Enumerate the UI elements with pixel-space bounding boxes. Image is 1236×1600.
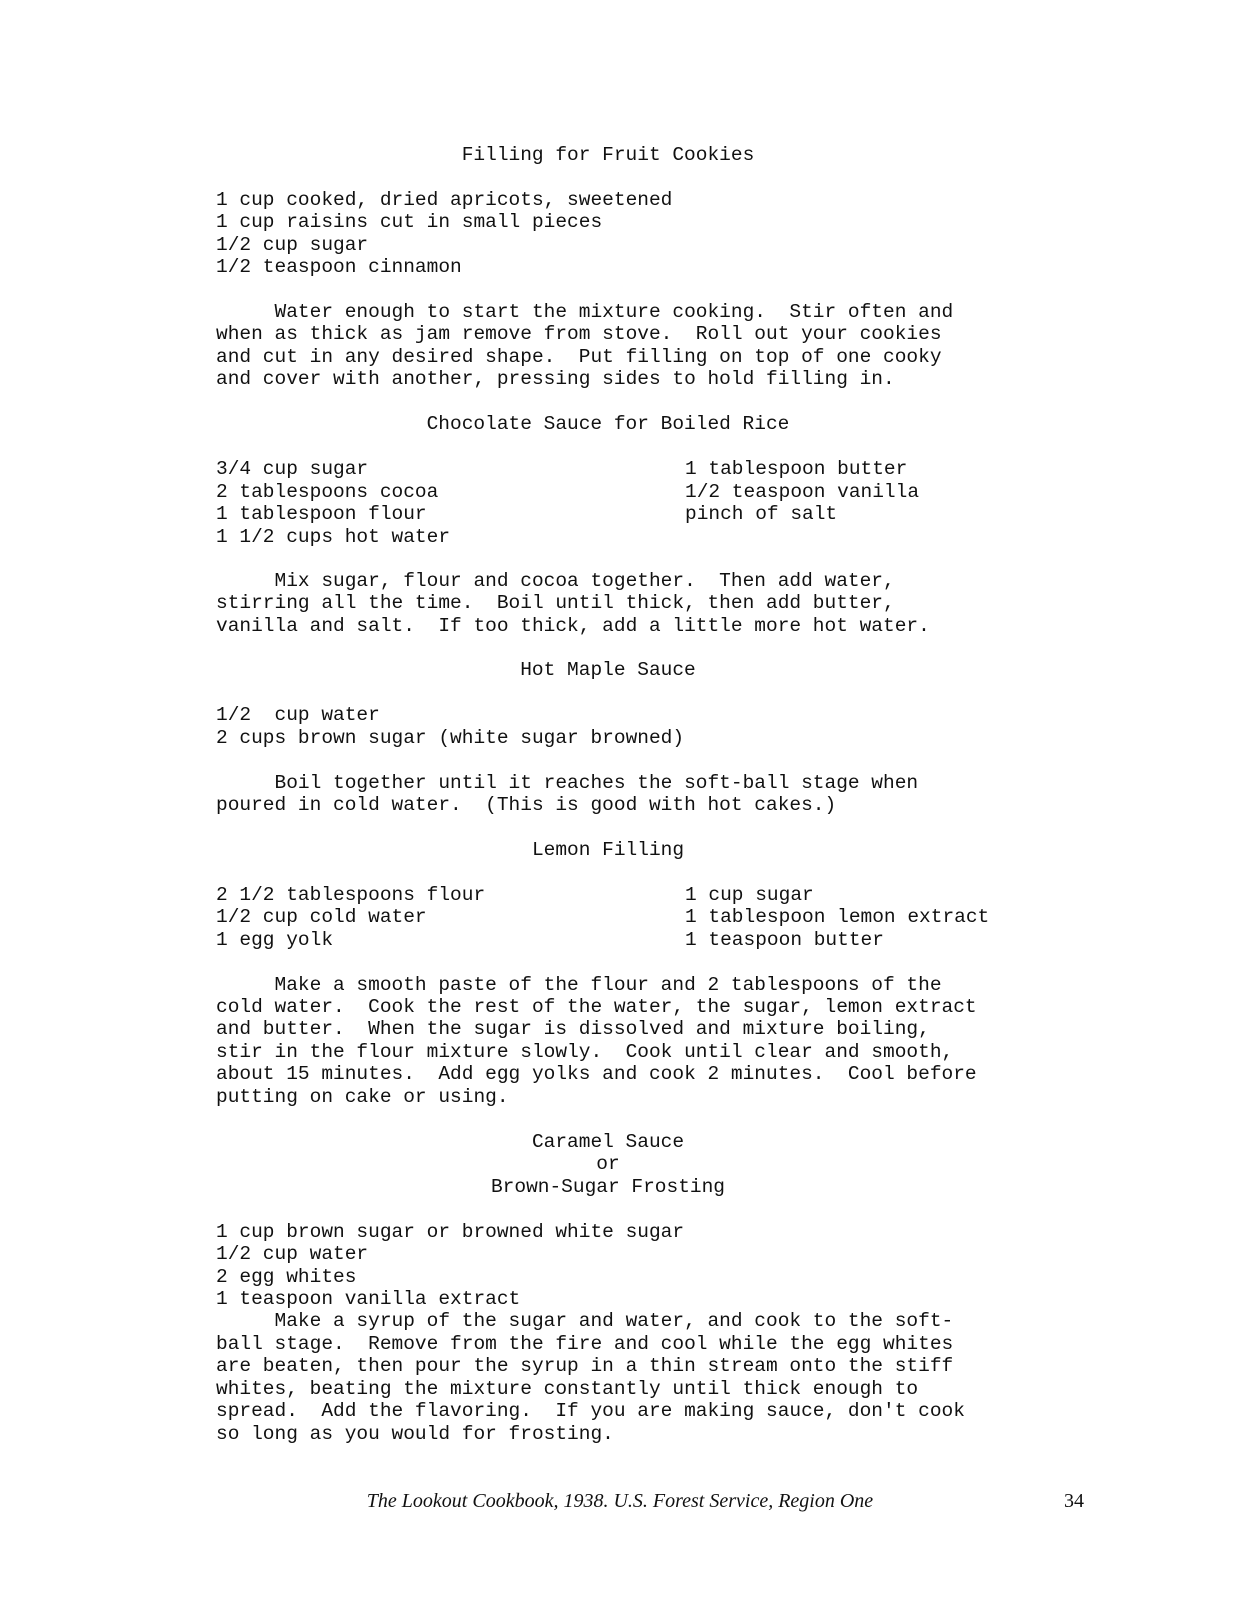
- ingredient-line: 1/2 cup water: [216, 1243, 369, 1265]
- direction-line: ball stage. Remove from the fire and cool while the egg whites: [216, 1333, 954, 1355]
- ingredient-line: 1 tablespoon butter: [685, 458, 908, 480]
- recipe-title-chocolate-sauce: Chocolate Sauce for Boiled Rice: [426, 413, 790, 435]
- direction-line: putting on cake or using.: [216, 1086, 509, 1108]
- ingredient-line: 1 cup cooked, dried apricots, sweetened: [216, 189, 673, 211]
- direction-line: Boil together until it reaches the soft-ball stage when: [216, 772, 919, 794]
- ingredient-line: 2 tablespoons cocoa: [216, 481, 439, 503]
- direction-line: and cover with another, pressing sides to hold filling in.: [216, 368, 895, 390]
- ingredient-line: 1 egg yolk: [216, 929, 334, 951]
- direction-line: and cut in any desired shape. Put filling on top of one cooky: [216, 346, 942, 368]
- ingredient-line: 2 1/2 tablespoons flour: [216, 884, 486, 906]
- direction-line: vanilla and salt. If too thick, add a little more hot water.: [216, 615, 930, 637]
- direction-line: cold water. Cook the rest of the water, the sugar, lemon extract: [216, 996, 977, 1018]
- direction-line: Make a syrup of the sugar and water, and cook to the soft-: [216, 1310, 954, 1332]
- ingredient-line: 1 teaspoon vanilla extract: [216, 1288, 521, 1310]
- recipe-title-brown-sugar-frosting: Brown-Sugar Frosting: [490, 1176, 726, 1198]
- ingredient-line: 1 teaspoon butter: [685, 929, 884, 951]
- ingredient-line: 2 cups brown sugar (white sugar browned): [216, 727, 685, 749]
- ingredient-line: 1/2 cup water: [216, 704, 380, 726]
- direction-line: Make a smooth paste of the flour and 2 tablespoons of the: [216, 974, 942, 996]
- direction-line: stirring all the time. Boil until thick, then add butter,: [216, 592, 895, 614]
- direction-line: poured in cold water. (This is good with hot cakes.): [216, 794, 837, 816]
- direction-line: Water enough to start the mixture cooking. Stir often and: [216, 301, 954, 323]
- ingredient-line: 1 tablespoon flour: [216, 503, 427, 525]
- ingredient-line: 1/2 teaspoon vanilla: [685, 481, 920, 503]
- direction-line: Mix sugar, flour and cocoa together. Then add water,: [216, 570, 895, 592]
- ingredient-line: 1/2 teaspoon cinnamon: [216, 256, 462, 278]
- direction-line: and butter. When the sugar is dissolved and mixture boiling,: [216, 1018, 930, 1040]
- ingredient-line: 1/2 cup cold water: [216, 906, 427, 928]
- ingredient-line: pinch of salt: [685, 503, 838, 525]
- recipe-title-maple-sauce: Hot Maple Sauce: [520, 659, 696, 681]
- ingredient-line: 1 tablespoon lemon extract: [685, 906, 990, 928]
- ingredient-line: 3/4 cup sugar: [216, 458, 369, 480]
- recipe-title-caramel-sauce: Caramel Sauce: [531, 1131, 685, 1153]
- ingredient-line: 1 1/2 cups hot water: [216, 526, 451, 548]
- ingredient-line: 2 egg whites: [216, 1266, 357, 1288]
- ingredient-line: 1 cup brown sugar or browned white sugar: [216, 1221, 685, 1243]
- direction-line: so long as you would for frosting.: [216, 1423, 614, 1445]
- recipe-title-or: or: [596, 1153, 620, 1175]
- direction-line: when as thick as jam remove from stove. Roll out your cookies: [216, 323, 942, 345]
- page-footer: The Lookout Cookbook, 1938. U.S. Forest Service, Region One: [366, 1490, 874, 1512]
- ingredient-line: 1 cup raisins cut in small pieces: [216, 211, 603, 233]
- page-number: 34: [1064, 1490, 1084, 1512]
- direction-line: spread. Add the flavoring. If you are making sauce, don't cook: [216, 1400, 965, 1422]
- direction-line: are beaten, then pour the syrup in a thin stream onto the stiff: [216, 1355, 954, 1377]
- direction-line: stir in the flour mixture slowly. Cook until clear and smooth,: [216, 1041, 954, 1063]
- direction-line: about 15 minutes. Add egg yolks and cook 2 minutes. Cool before: [216, 1063, 977, 1085]
- direction-line: whites, beating the mixture constantly until thick enough to: [216, 1378, 919, 1400]
- ingredient-line: 1/2 cup sugar: [216, 234, 369, 256]
- recipe-title-fruit-filling: Filling for Fruit Cookies: [461, 144, 755, 166]
- recipe-title-lemon-filling: Lemon Filling: [531, 839, 685, 861]
- ingredient-line: 1 cup sugar: [685, 884, 814, 906]
